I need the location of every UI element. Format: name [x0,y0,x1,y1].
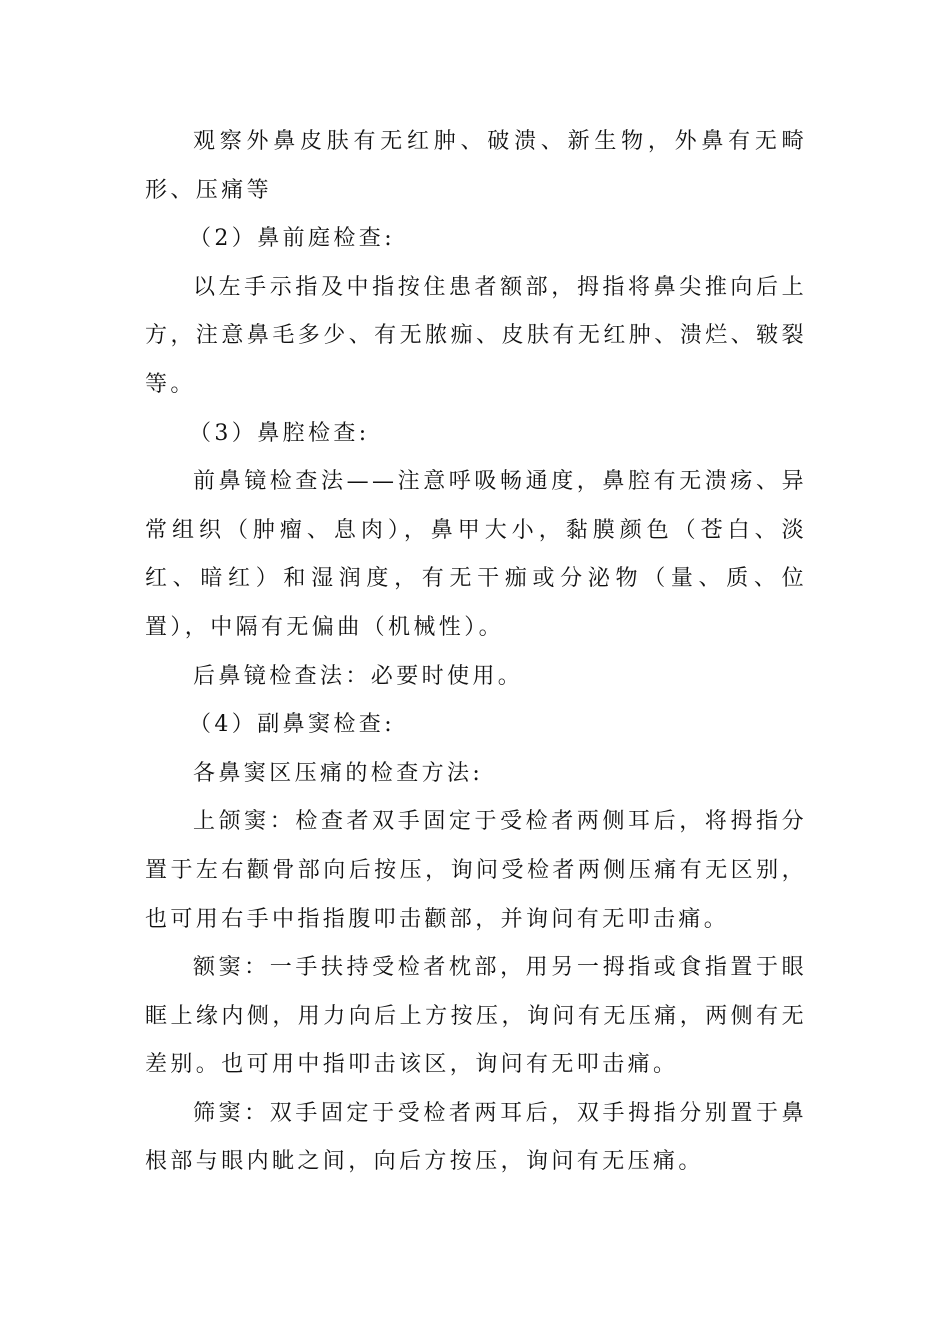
paragraph-maxillary-sinus: 上颌窦：检查者双手固定于受检者两侧耳后，将拇指分置于左右颧骨部向后按压，询问受检者两侧压痛有无区别，也可用右手中指指腹叩击颧部，并询问有无叩击痛。 [145,809,807,932]
paragraph-anterior-rhinoscopy: 前鼻镜检查法——注意呼吸畅通度，鼻腔有无溃疡、异常组织（肿瘤、息肉），鼻甲大小，黏膜颜色（苍白、淡红、暗红）和湿润度，有无干痂或分泌物（量、质、位置），中隔有无偏曲（机械性）。 [145,469,807,640]
paragraph-posterior-rhinoscopy: 后鼻镜检查法：必要时使用。 [193,663,524,689]
heading-nasal-vestibule: （2）鼻前庭检查: [189,226,396,252]
heading-nasal-cavity: （3）鼻腔检查: [189,420,370,446]
heading-paranasal-sinus: （4）副鼻窦检查: [189,712,396,738]
paragraph-sinus-methods: 各鼻窦区压痛的检查方法: [193,760,484,786]
paragraph-frontal-sinus: 额窦：一手扶持受检者枕部，用另一拇指或食指置于眼眶上缘内侧，用力向后上方按压，询问有无压痛，两侧有无差别。也可用中指叩击该区，询问有无叩击痛。 [145,955,807,1078]
paragraph-external-nose: 观察外鼻皮肤有无红肿、破溃、新生物，外鼻有无畸形、压痛等 [145,129,807,203]
paragraph-nasal-vestibule: 以左手示指及中指按住患者额部，拇指将鼻尖推向后上方，注意鼻毛多少、有无脓痂、皮肤有无红肿、溃烂、皲裂等。 [145,274,807,397]
paragraph-ethmoid-sinus: 筛窦：双手固定于受检者两耳后，双手拇指分别置于鼻根部与眼内眦之间，向后方按压，询问有无压痛。 [145,1100,807,1175]
document-body [145,118,807,1187]
